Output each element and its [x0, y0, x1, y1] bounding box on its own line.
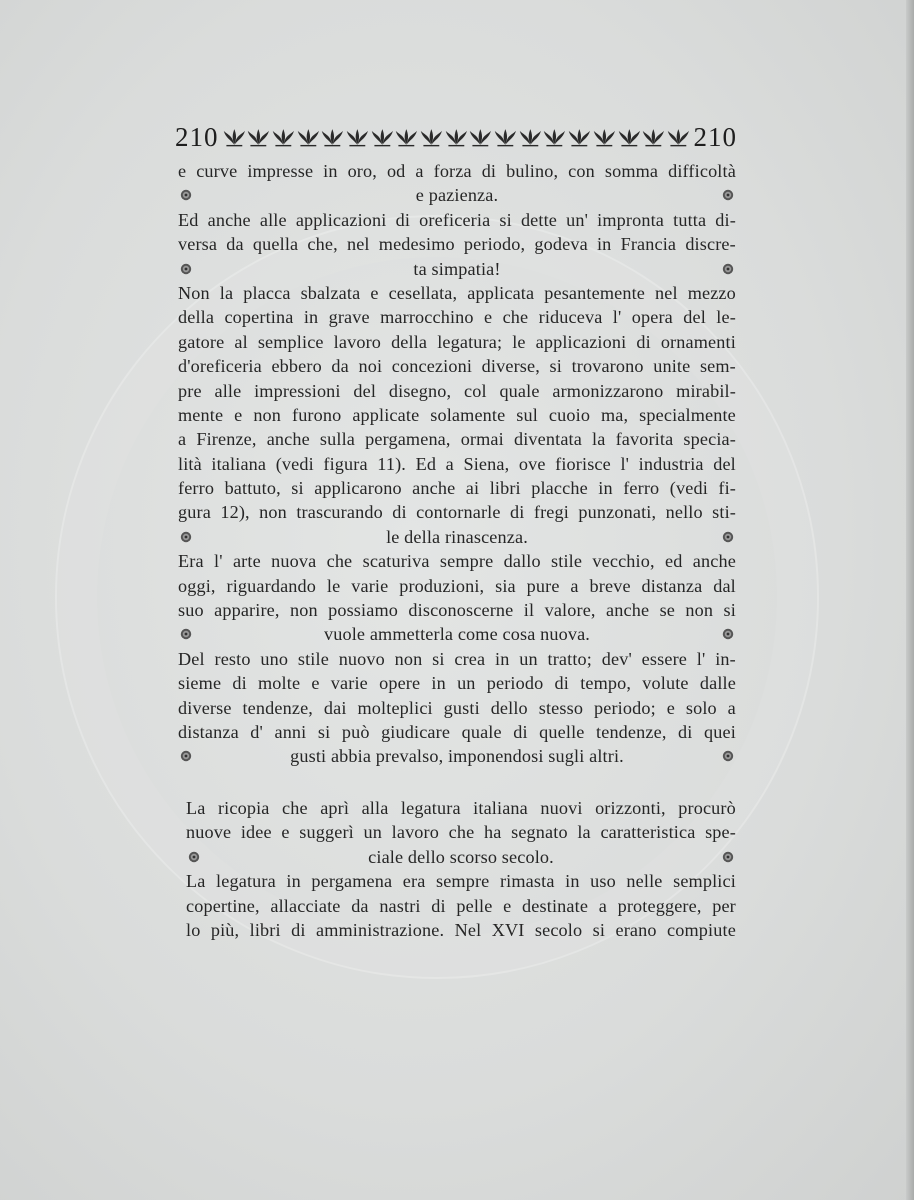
rosette-ornament-icon	[180, 750, 192, 762]
rosette-ornament-icon	[180, 263, 192, 275]
page-number-left: 210	[175, 121, 219, 152]
text-line: Ed anche alle applicazioni di oreficeria si dette un' impronta tutta di-	[178, 209, 736, 230]
text-line: copertine, allacciate da nastri di pelle e destinate a proteggere, per	[186, 895, 736, 916]
text-line: La ricopia che aprì alla legatura italiana nuovi orizzonti, procurò	[186, 798, 736, 818]
tulip-ornament-icon	[641, 126, 666, 148]
text-line: e curve impresse in oro, od a forza di bulino, con somma difficoltà	[178, 161, 736, 181]
tulip-ornament-icon	[592, 126, 617, 148]
text-line: d'oreficeria ebbero da noi concezioni diverse, si trovarono unite sem-	[178, 356, 736, 377]
text-line: a Firenze, anche sulla pergamena, ormai diventata la favorita specia-	[178, 429, 736, 450]
text-line	[186, 845, 736, 869]
text-line	[178, 257, 736, 281]
tulip-ornament-icon	[542, 126, 567, 148]
page-edge	[906, 0, 914, 1200]
tulip-ornament-icon	[493, 126, 518, 148]
tulip-ornament-icon	[370, 126, 395, 148]
tulip-ornament-icon	[222, 126, 247, 148]
rosette-ornament-icon	[188, 851, 200, 863]
text-line: sieme di molte e varie opere in un periodo di tempo, volute dalle	[178, 673, 736, 694]
tulip-ornament-icon	[246, 126, 271, 148]
page-number-right: 210	[693, 121, 737, 152]
text-line	[178, 183, 736, 207]
tulip-ornament-icon	[419, 126, 444, 148]
text-line	[178, 525, 736, 549]
tulip-ornament-icon	[444, 126, 469, 148]
tulip-ornament-icon	[518, 126, 543, 148]
rosette-ornament-icon	[722, 750, 734, 762]
tulip-ornament-icon	[666, 126, 691, 148]
text-line: gura 12), non trascurando di contornarle di fregi punzonati, nello sti-	[178, 502, 736, 523]
text-line: versa da quella che, nel medesimo periodo, godeva in Francia discre-	[178, 234, 736, 255]
text-block-second	[186, 796, 736, 942]
tulip-ornament-icon	[296, 126, 321, 148]
tulip-ornament-icon	[271, 126, 296, 148]
tulip-ornament-icon	[468, 126, 493, 148]
tulip-ornament-icon	[394, 126, 419, 148]
rosette-ornament-icon	[722, 263, 734, 275]
text-line: Era l' arte nuova che scaturiva sempre dallo stile vecchio, ed anche	[178, 551, 736, 572]
text-line: lo più, libri di amministrazione. Nel XVI secolo si erano compiute	[186, 919, 736, 940]
text-line: Non la placca sbalzata e cesellata, applicata pesantemente nel mezzo	[178, 282, 736, 303]
line-text: ciale dello scorso secolo.	[368, 846, 554, 867]
tulip-ornament-icon	[320, 126, 345, 148]
text-line: nuove idee e suggerì un lavoro che ha segnato la caratteristica spe-	[186, 822, 736, 843]
tulip-ornament-icon	[345, 126, 370, 148]
tulip-ornament-icon	[617, 126, 642, 148]
text-block-first	[178, 159, 736, 769]
text-line: La legatura in pergamena era sempre rimasta in uso nelle semplici	[186, 871, 736, 892]
line-text: le della rinascenza.	[386, 526, 528, 547]
page-header	[175, 120, 737, 154]
line-text: vuole ammetterla come cosa nuova.	[323, 624, 591, 645]
tulip-ornament-icon	[567, 126, 592, 148]
text-line: oggi, riguardando le varie produzioni, sia pure a breve distanza dal	[178, 575, 736, 596]
text-line: mente e non furono applicate solamente sul cuoio ma, specialmente	[178, 404, 736, 425]
line-text: ta simpatia!	[413, 258, 501, 279]
text-line: ferro battuto, si applicarono anche ai libri placche in ferro (vedi fi-	[178, 478, 736, 499]
text-line: Del resto uno stile nuovo non si crea in un tratto; dev' essere l' in-	[178, 648, 736, 669]
rosette-ornament-icon	[722, 851, 734, 863]
rosette-ornament-icon	[180, 189, 192, 201]
text-line: gatore al semplice lavoro della legatura; le applicazioni di ornamenti	[178, 331, 736, 352]
rosette-ornament-icon	[180, 531, 192, 543]
rosette-ornament-icon	[180, 628, 192, 640]
rosette-ornament-icon	[722, 189, 734, 201]
text-line: diverse tendenze, dai molteplici gusti dello stesso periodo; e solo a	[178, 697, 736, 718]
text-line	[178, 744, 736, 768]
rosette-ornament-icon	[722, 531, 734, 543]
text-line: suo apparire, non possiamo disconoscerne il valore, anche se non si	[178, 600, 736, 621]
line-text: e pazienza.	[415, 185, 499, 206]
ornament-band	[222, 126, 691, 148]
text-line	[178, 622, 736, 646]
text-line: pre alle impressioni del disegno, col quale armonizzarono mirabil-	[178, 380, 736, 401]
text-line: lità italiana (vedi figura 11). Ed a Siena, ove fiorisce l' industria del	[178, 453, 736, 474]
text-line: distanza d' anni si può giudicare quale di quelle tendenze, di quei	[178, 721, 736, 742]
line-text: gusti abbia prevalso, imponendosi sugli altri.	[290, 746, 624, 767]
text-line: della copertina in grave marrocchino e che riduceva l' opera del le-	[178, 307, 736, 328]
rosette-ornament-icon	[722, 628, 734, 640]
